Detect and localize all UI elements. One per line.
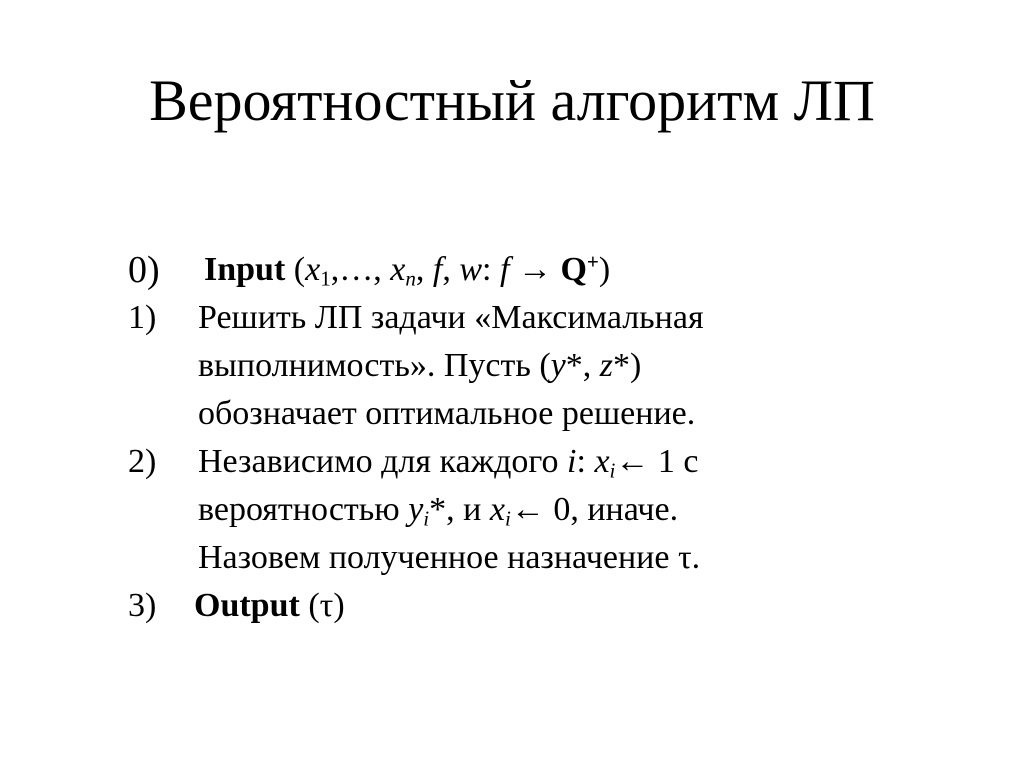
slide-body [128, 246, 928, 630]
math-var: x [489, 491, 505, 528]
text-line: обозначает оптимальное решение. [198, 395, 696, 432]
math-var: i [567, 443, 577, 480]
text: *) [612, 347, 642, 384]
item-number: 3) [128, 587, 157, 624]
arrow-symbol: → [509, 251, 561, 288]
subscript: i [504, 506, 511, 531]
item-number: 0) [128, 249, 160, 291]
text: ( [285, 251, 306, 288]
slide-title: Вероятностный алгоритм ЛП [149, 68, 875, 133]
output-keyword: Output [194, 587, 300, 624]
math-var: f [499, 251, 510, 288]
text: ) [598, 251, 611, 288]
text-line: Назовем полученное назначение τ. [198, 539, 701, 576]
input-line [204, 246, 928, 294]
item-number: 2) [128, 443, 157, 480]
text: ← 0, иначе. [510, 491, 679, 528]
math-var: y [550, 347, 566, 384]
text: ,…, [330, 251, 391, 288]
text-line [198, 486, 928, 534]
subscript: n [405, 266, 416, 291]
text-line [198, 342, 928, 390]
text: ← 1 с [615, 443, 699, 480]
text: (τ) [299, 587, 345, 624]
text: : [482, 251, 500, 288]
math-var: f [432, 251, 443, 288]
math-var: w [459, 251, 483, 288]
text: *, [565, 347, 600, 384]
output-line [194, 582, 928, 630]
subscript: i [609, 458, 616, 483]
text-line [198, 438, 928, 486]
input-keyword: Input [204, 251, 286, 288]
subscript: 1 [320, 266, 331, 291]
math-var: x [594, 443, 610, 480]
text-line: Решить ЛП задачи «Максимальная [198, 299, 704, 336]
text: *, и [429, 491, 490, 528]
list-item-3 [128, 582, 928, 630]
item-number: 1) [128, 299, 157, 336]
superscript: + [586, 249, 599, 274]
text: выполнимость». Пусть ( [198, 347, 551, 384]
text: Независимо для каждого [198, 443, 568, 480]
math-var: x [390, 251, 406, 288]
math-var: y [408, 491, 424, 528]
subscript: i [423, 506, 430, 531]
text: , [442, 251, 460, 288]
list-item-1 [128, 294, 928, 438]
list-item-0 [128, 246, 928, 294]
text: : [576, 443, 595, 480]
math-var: x [305, 251, 321, 288]
text: вероятностью [198, 491, 409, 528]
rationals-symbol: Q [560, 251, 587, 288]
math-var: z [599, 347, 613, 384]
text: , [415, 251, 433, 288]
list-item-2 [128, 438, 928, 582]
